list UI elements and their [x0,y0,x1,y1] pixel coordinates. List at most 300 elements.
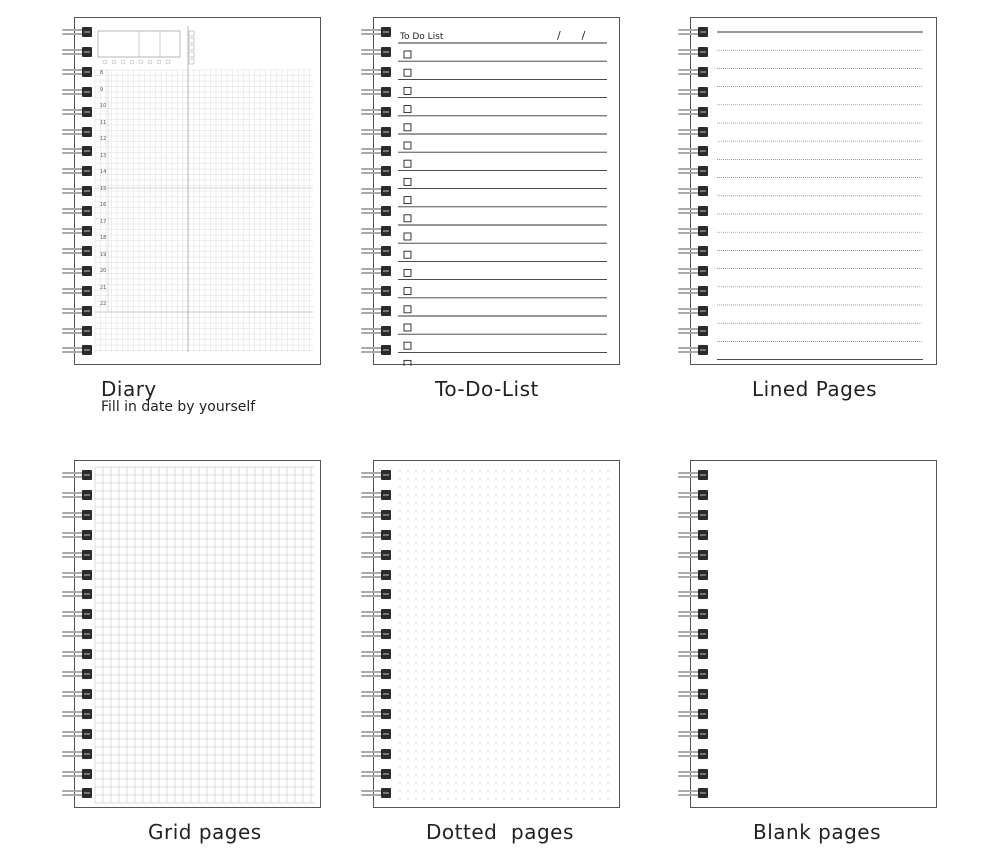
dot [455,710,456,711]
coil-clip [82,67,92,77]
dot [399,590,400,591]
dot [551,678,552,679]
dot [479,510,480,511]
dot [447,502,448,503]
dot [487,646,488,647]
dot [415,526,416,527]
dot [551,662,552,663]
dot [431,470,432,471]
dot [551,638,552,639]
dot [567,542,568,543]
dot [607,750,608,751]
dot [471,518,472,519]
dot [495,606,496,607]
dot [567,758,568,759]
diary-hour-label: 22 [100,301,107,307]
coil-clip [82,127,92,137]
dot [423,646,424,647]
dot [575,502,576,503]
dot [463,502,464,503]
spiral-coil [678,226,712,236]
dot [455,510,456,511]
dot [511,702,512,703]
dot [447,734,448,735]
dot [407,510,408,511]
dot [439,566,440,567]
dot [607,574,608,575]
coil-clip [381,609,391,619]
coil-clip [698,186,708,196]
spiral-coil [62,589,96,599]
dot [591,598,592,599]
dot [447,518,448,519]
dot [527,558,528,559]
dot [519,638,520,639]
dot [527,686,528,687]
spiral-coil [678,788,712,798]
dot [471,566,472,567]
dot [439,518,440,519]
dot [447,598,448,599]
dot [607,734,608,735]
dot [415,710,416,711]
dot [527,598,528,599]
dot [415,726,416,727]
dot [551,790,552,791]
dot [511,662,512,663]
dot [583,510,584,511]
dot [439,726,440,727]
dot [551,606,552,607]
dot [503,742,504,743]
dotted-page [373,460,620,808]
spiral-coil [62,749,96,759]
dot [607,742,608,743]
coil-clip [698,127,708,137]
dot [511,710,512,711]
dot [407,542,408,543]
dot [487,494,488,495]
dot [407,798,408,799]
dot [415,550,416,551]
dot [591,630,592,631]
dot [479,646,480,647]
dot [423,510,424,511]
dot [527,638,528,639]
dot [607,582,608,583]
dot [423,758,424,759]
coil-clip [82,749,92,759]
dot [567,654,568,655]
dot [503,654,504,655]
dot [599,550,600,551]
dot [447,638,448,639]
dot [551,766,552,767]
coil-clip [698,246,708,256]
dot [431,694,432,695]
coil-clip [381,749,391,759]
dot [607,598,608,599]
dot [543,798,544,799]
dot [551,470,552,471]
dot [511,734,512,735]
dot [455,518,456,519]
coil-clip [82,326,92,336]
dot [519,622,520,623]
dot [495,734,496,735]
dot [447,790,448,791]
dot [487,734,488,735]
dot [415,670,416,671]
coil-clip [381,127,391,137]
dot [599,494,600,495]
dot [511,518,512,519]
dot [439,558,440,559]
dot [487,774,488,775]
dot [423,614,424,615]
dot [447,766,448,767]
coil-clip [82,589,92,599]
todo-checkbox [404,324,411,331]
dot [535,678,536,679]
dot [543,478,544,479]
dot [487,630,488,631]
spiral-coil [62,769,96,779]
spiral-coil [361,729,395,739]
dot [399,598,400,599]
dot [447,710,448,711]
dot [471,638,472,639]
dot [439,662,440,663]
dot [455,558,456,559]
dot [591,646,592,647]
todo-checkbox [404,142,411,149]
dot [559,510,560,511]
dot [599,798,600,799]
dot [447,718,448,719]
dot [575,590,576,591]
dot [559,542,560,543]
dot [455,598,456,599]
dot [463,486,464,487]
dot [599,526,600,527]
dot [583,526,584,527]
dot [607,702,608,703]
dot [551,654,552,655]
dot [447,630,448,631]
dot [599,534,600,535]
dot [559,654,560,655]
dot [471,758,472,759]
dot [415,758,416,759]
dot [535,662,536,663]
dot [575,582,576,583]
dot [567,566,568,567]
todo-checkbox [404,51,411,58]
dot [519,502,520,503]
diary-hour-label: 10 [100,103,107,109]
dot [607,630,608,631]
dot [495,678,496,679]
dot [599,734,600,735]
coil-clip [82,689,92,699]
dot [599,678,600,679]
dot [423,630,424,631]
dot [543,734,544,735]
dot [447,678,448,679]
dot [415,678,416,679]
dot [591,622,592,623]
dot [479,694,480,695]
dot [455,694,456,695]
dot [519,726,520,727]
dot [399,702,400,703]
dot [487,662,488,663]
dot [399,694,400,695]
dot [503,750,504,751]
dot [607,558,608,559]
dot [567,718,568,719]
dot [455,702,456,703]
spiral-coil [62,107,96,117]
spiral-coil [678,146,712,156]
dot [423,742,424,743]
coil-clip [698,589,708,599]
dot [559,718,560,719]
coil-clip [381,729,391,739]
coil-clip [82,107,92,117]
dot [511,670,512,671]
dot [423,766,424,767]
coil-clip [381,306,391,316]
dot [407,702,408,703]
dot [463,614,464,615]
dot [535,630,536,631]
dot [487,526,488,527]
dot [487,566,488,567]
dot [567,686,568,687]
dot [463,638,464,639]
dot [399,502,400,503]
spiral-coil [678,490,712,500]
dot [535,774,536,775]
dot [607,718,608,719]
dot [575,574,576,575]
dot [599,774,600,775]
dot [399,798,400,799]
coil-clip [698,47,708,57]
dot [415,718,416,719]
dot [599,558,600,559]
dot [575,750,576,751]
dot [495,590,496,591]
dot [471,478,472,479]
diary-weather-icon [121,60,125,64]
dot [463,510,464,511]
dot [575,798,576,799]
dot [551,646,552,647]
dot [407,574,408,575]
coil-clip [698,107,708,117]
dot [479,502,480,503]
dot [543,718,544,719]
dot [431,718,432,719]
dot [511,526,512,527]
dot [567,694,568,695]
coil-clip [82,206,92,216]
dot [407,558,408,559]
dot [583,478,584,479]
dot [463,790,464,791]
dot [423,678,424,679]
dot [439,526,440,527]
dot [471,502,472,503]
dot [439,622,440,623]
dot [607,710,608,711]
dot [543,614,544,615]
dot [511,614,512,615]
dot [487,742,488,743]
dot [495,494,496,495]
dot [559,574,560,575]
dot [479,518,480,519]
dot [415,654,416,655]
spiral-coil [361,649,395,659]
dot [415,798,416,799]
dot [511,798,512,799]
dot [559,614,560,615]
dot [599,726,600,727]
dot [431,686,432,687]
todo-checkbox [404,69,411,76]
dot [423,598,424,599]
dot-pattern [374,461,621,809]
dot [487,550,488,551]
dot [543,518,544,519]
coil-clip [698,226,708,236]
dot [599,670,600,671]
dot [583,470,584,471]
todo-checkbox [404,233,411,240]
dot [591,750,592,751]
dot [567,782,568,783]
dot [519,694,520,695]
dot [535,734,536,735]
dot [599,630,600,631]
dot [463,758,464,759]
dot [495,518,496,519]
spiral-coil [678,186,712,196]
dot [559,702,560,703]
dot [439,694,440,695]
dot [439,734,440,735]
dot [583,558,584,559]
coil-clip [82,510,92,520]
dot [447,686,448,687]
dot [407,742,408,743]
dot [407,782,408,783]
dot [439,502,440,503]
dot [527,478,528,479]
coil-clip [82,47,92,57]
dot [439,758,440,759]
dot [439,550,440,551]
dot [551,598,552,599]
dot [423,726,424,727]
dot [487,758,488,759]
dot [591,534,592,535]
dot [503,798,504,799]
dot [543,630,544,631]
dot [599,686,600,687]
dot [607,590,608,591]
dot [543,470,544,471]
dot [407,758,408,759]
dot [431,742,432,743]
dot [543,502,544,503]
dot [567,638,568,639]
dot [447,662,448,663]
dot [495,622,496,623]
dot [567,662,568,663]
dot [551,550,552,551]
dot [583,710,584,711]
dot [463,686,464,687]
dot [431,774,432,775]
dot [551,590,552,591]
dot [447,566,448,567]
dot [567,526,568,527]
dot [487,590,488,591]
dot [559,470,560,471]
dot [423,734,424,735]
dot [431,542,432,543]
dot [503,734,504,735]
dot [487,726,488,727]
dot [455,590,456,591]
dot [455,670,456,671]
coil-clip [82,345,92,355]
dot [415,622,416,623]
coil-clip [381,788,391,798]
dot [511,550,512,551]
coil-clip [698,749,708,759]
dot [407,766,408,767]
spiral-coil [361,788,395,798]
dot [503,662,504,663]
dot [487,478,488,479]
dot [559,478,560,479]
dot [423,670,424,671]
dot [583,534,584,535]
dot [399,670,400,671]
dot [575,606,576,607]
spiral-coil [62,709,96,719]
dot [415,646,416,647]
spiral-coil [361,709,395,719]
dot [599,590,600,591]
dot [479,750,480,751]
dot [487,598,488,599]
dot [583,590,584,591]
dot [471,774,472,775]
dot [591,694,592,695]
dot [463,582,464,583]
spiral-coil [678,266,712,276]
dot [503,502,504,503]
dot [479,558,480,559]
spiral-coil [678,246,712,256]
